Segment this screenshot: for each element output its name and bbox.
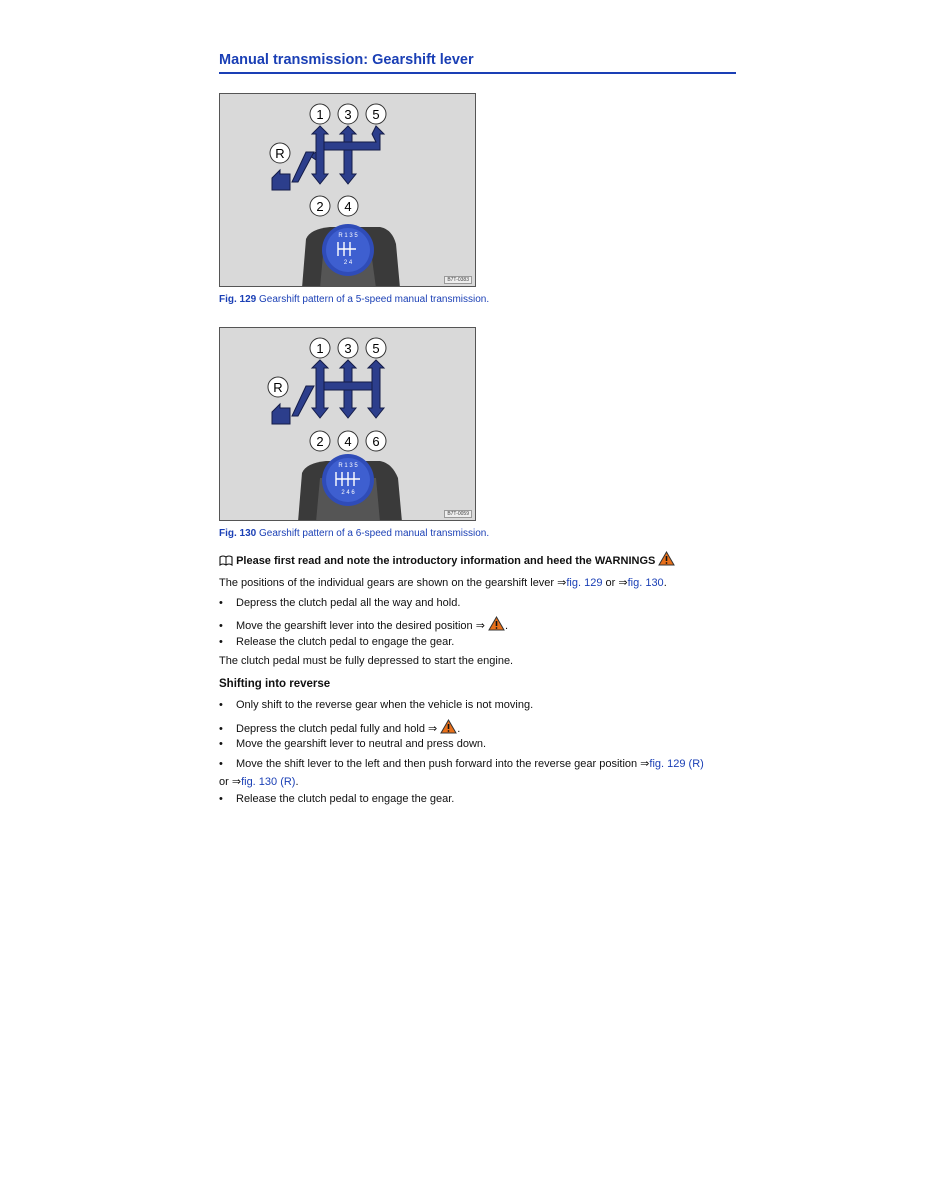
list-item	[219, 596, 460, 610]
gearshift-6-speed-diagram	[220, 328, 476, 521]
list-item	[219, 737, 486, 751]
gear-1-label: 1	[316, 341, 324, 356]
gear-4-label: 4	[344, 434, 352, 449]
knob-bottom-label: 2 4	[343, 260, 353, 266]
gear-4-label: 4	[344, 199, 352, 214]
figure-code: B7T-0059	[444, 510, 472, 518]
gear-3-label: 3	[344, 341, 352, 356]
caption-label: Fig. 129	[219, 294, 257, 305]
bullet-icon: •	[219, 597, 223, 609]
arrow-icon: ⇒	[618, 577, 628, 589]
figure-caption	[219, 528, 489, 539]
link-fig-129-r[interactable]: fig. 129 (R)	[649, 758, 704, 770]
gear-1-label: 1	[316, 107, 324, 122]
warning-icon[interactable]	[488, 616, 505, 631]
figure-code: B7T-0383	[444, 276, 472, 284]
list-item: • Move the gearshift lever into the desired position ⇒ .	[219, 616, 508, 633]
step-text: Release the clutch pedal to engage the gear.	[236, 793, 455, 805]
warning-icon	[658, 551, 675, 566]
caption-label: Fig. 130	[219, 528, 257, 539]
list-item	[219, 792, 454, 806]
warnings-notice	[219, 551, 675, 567]
step-text: Release the clutch pedal to engage the gear.	[236, 636, 455, 648]
step-text: Move the gearshift lever to neutral and press down.	[236, 738, 487, 750]
link-fig-130-r[interactable]: fig. 130 (R)	[241, 776, 296, 788]
link-fig-129[interactable]: fig. 129	[566, 577, 603, 589]
gear-2-label: 2	[316, 199, 324, 214]
intro-end: .	[663, 577, 667, 589]
knob-top-label: R 1 3 5	[338, 463, 358, 469]
step-text: Move the gearshift lever into the desired position ⇒	[236, 620, 485, 632]
arrow-icon: ⇒	[557, 577, 567, 589]
step-text: Move the shift lever to the left and then push forward into the reverse gear position ⇒	[236, 758, 650, 770]
gear-3-label: 3	[344, 107, 352, 122]
intro-paragraph	[219, 576, 667, 590]
note-paragraph: The clutch pedal must be fully depressed to start the engine.	[219, 655, 514, 667]
bullet-icon: •	[219, 758, 223, 770]
step-text: Depress the clutch pedal fully and hold ⇒	[236, 723, 438, 735]
section-heading-reverse: Shifting into reverse	[219, 678, 331, 690]
figure-5-speed-gearshift	[219, 93, 476, 287]
bullet-icon: •	[219, 636, 223, 648]
caption-text: Gearshift pattern of a 5-speed manual transmission.	[259, 294, 490, 305]
intro-text: The positions of the individual gears are shown on the gearshift lever	[219, 577, 558, 589]
knob-bottom-label: 2 4 6	[341, 490, 355, 496]
notice-text: Please first read and note the introductory information and heed the WARNINGS	[236, 555, 656, 567]
intro-or: or	[602, 577, 619, 589]
bullet-icon: •	[219, 738, 223, 750]
gearshift-5-speed-diagram	[220, 94, 476, 287]
list-item-continuation	[219, 775, 299, 789]
step-text: Depress the clutch pedal all the way and hold.	[236, 597, 461, 609]
figure-caption	[219, 294, 489, 305]
bullet-icon: •	[219, 793, 223, 805]
knob-top-label: R 1 3 5	[338, 233, 358, 239]
warning-icon[interactable]	[440, 719, 457, 734]
gear-2-label: 2	[316, 434, 324, 449]
continuation-end: .	[295, 776, 299, 788]
bullet-icon: •	[219, 620, 223, 632]
bullet-icon: •	[219, 723, 223, 735]
continuation-text: or ⇒	[219, 776, 242, 788]
reverse-label: R	[275, 146, 285, 161]
bullet-icon: •	[219, 699, 223, 711]
step-text: Only shift to the reverse gear when the vehicle is not moving.	[236, 699, 534, 711]
list-item	[219, 757, 739, 771]
list-item	[219, 698, 533, 712]
book-icon	[219, 555, 233, 566]
gear-5-label: 5	[372, 107, 380, 122]
gear-5-label: 5	[372, 341, 380, 356]
list-item: • Depress the clutch pedal fully and hold ⇒ .	[219, 719, 460, 736]
figure-6-speed-gearshift	[219, 327, 476, 521]
link-fig-130[interactable]: fig. 130	[627, 577, 664, 589]
page-title: Manual transmission: Gearshift lever	[219, 52, 736, 74]
list-item	[219, 635, 454, 649]
caption-text: Gearshift pattern of a 6-speed manual transmission.	[259, 528, 490, 539]
shift-pattern-arrows	[272, 360, 384, 424]
gear-6-label: 6	[372, 434, 380, 449]
reverse-label: R	[273, 380, 283, 395]
